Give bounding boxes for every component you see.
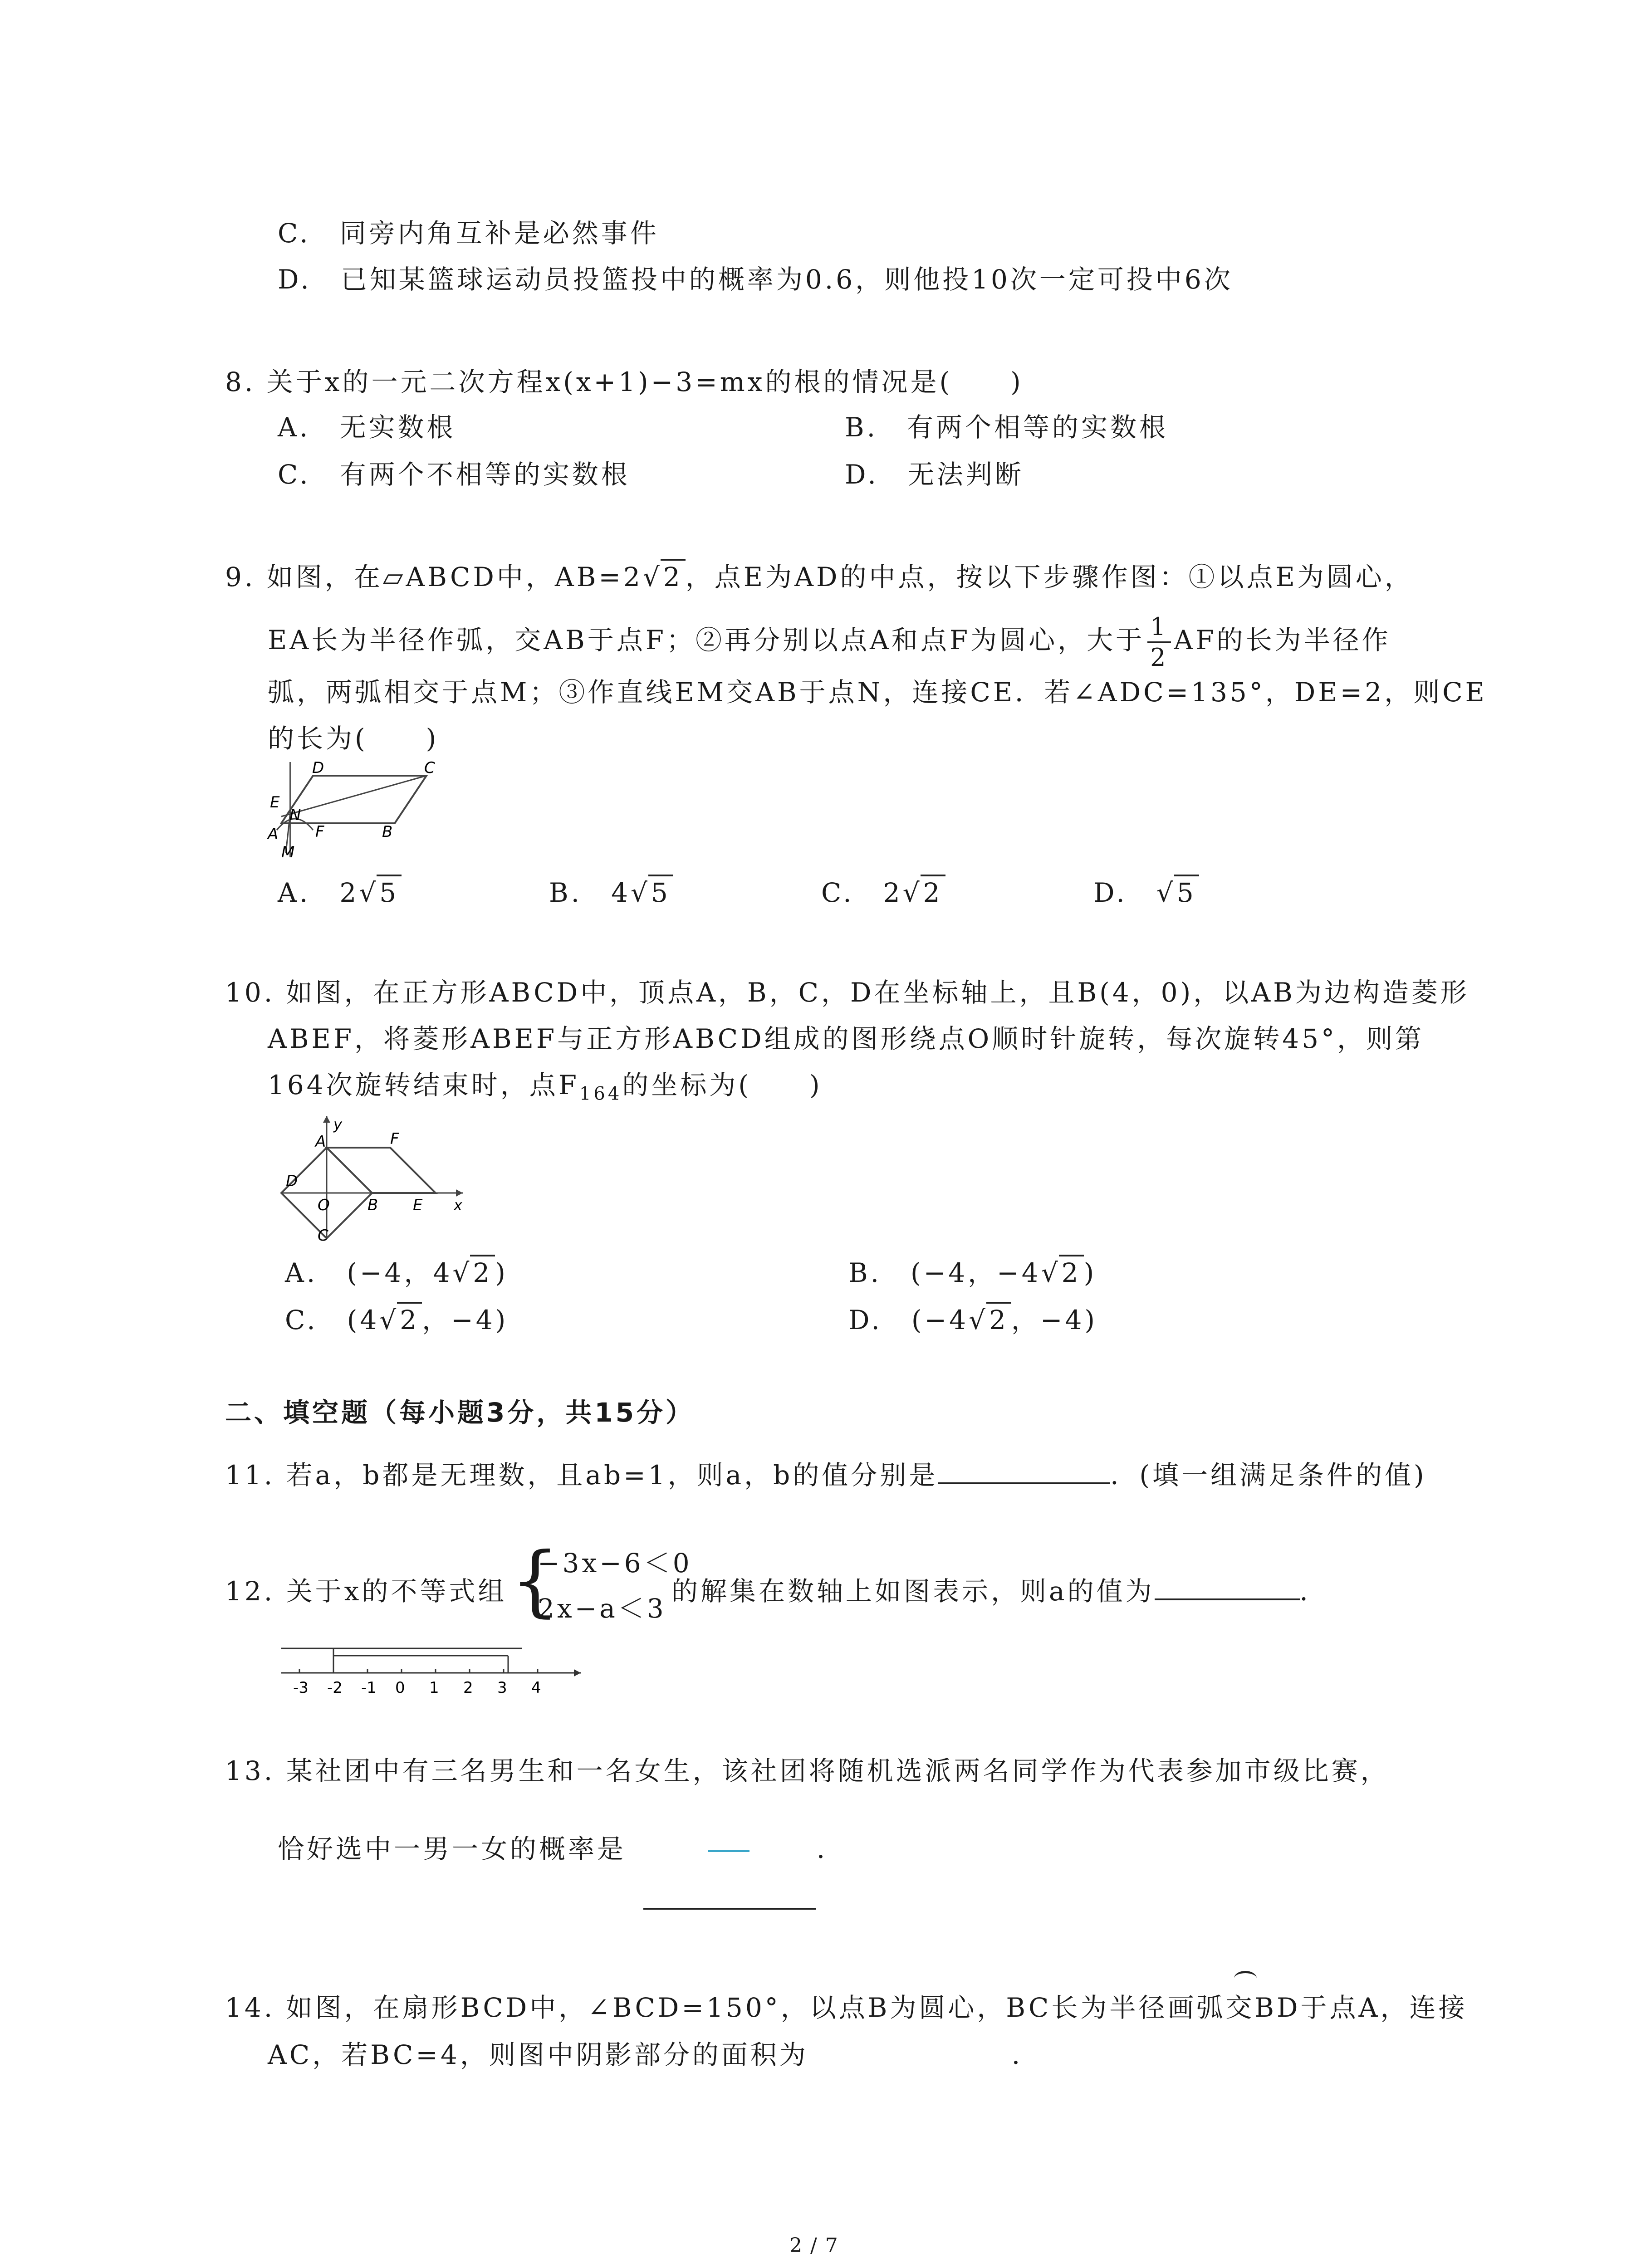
q8-option-a: A. 无实数根: [278, 412, 456, 443]
fig10-label-C: C: [318, 1227, 328, 1245]
q8-stem: 8. 关于x的一元二次方程x(x+1)−3=mx的根的情况是( ): [225, 367, 1024, 397]
number-line-tick-label: 4: [531, 1679, 541, 1697]
q14-line2: AC，若BC=4，则图中阴影部分的面积为: [268, 2039, 808, 2070]
answer-blank: [1155, 1598, 1300, 1600]
q8-option-c: C. 有两个不相等的实数根: [278, 459, 630, 490]
q13-line2: 恰好选中一男一女的概率是: [278, 1833, 627, 1864]
fig10-label-D: D: [286, 1172, 298, 1190]
q10-option-b: B. (−4，−4√2 ): [848, 1255, 1097, 1289]
q12-inequality-2: 2x−a＜3: [538, 1593, 666, 1624]
fig9-label-F: F: [315, 823, 324, 841]
number-line-tick-label: -3: [293, 1679, 309, 1697]
accent-dash: [708, 1850, 749, 1852]
q9-line3: 弧，两弧相交于点M；③作直线EM交AB于点N，连接CE．若∠ADC=135°，DE=2，则CE: [268, 677, 1487, 708]
fig9-label-E: E: [270, 793, 280, 811]
q13-end: ．: [817, 1833, 846, 1864]
section-heading-fill-in: 二、填空题（每小题3分，共15分）: [225, 1397, 695, 1428]
number-line-tick-label: 0: [395, 1679, 405, 1697]
q9-line4: 的长为( ): [268, 723, 439, 754]
fig9-label-M: M: [281, 843, 295, 861]
fig9-label-D: D: [312, 759, 324, 777]
q8-option-d: D. 无法判断: [845, 459, 1024, 490]
number-line-tick-label: 3: [497, 1679, 507, 1697]
q10-line2: ABEF，将菱形ABEF与正方形ABCD组成的图形绕点O顺时针旋转，每次旋转45°，则第: [268, 1023, 1424, 1054]
q9-line2: EA长为半径作弧，交AB于点F；②再分别以点A和点F为圆心，大于 $\frac{1}{2}$ AF的长为半径作: [268, 612, 1391, 672]
answer-blank: [643, 1908, 816, 1910]
brace-symbol: {: [510, 1536, 560, 1626]
number-line-tick-label: 1: [429, 1679, 439, 1697]
q10-line3: 164次旋转结束时，点$F_{164}$的坐标为( ): [268, 1070, 823, 1105]
fig9-label-A: A: [268, 825, 279, 843]
q12-text: 的解集在数轴上如图表示，则a的值为 ．: [671, 1576, 1329, 1607]
q14-end: ．: [1012, 2039, 1041, 2070]
fig10-label-y: y: [333, 1116, 342, 1133]
q10-option-d: D. (−4√2 ，−4): [848, 1302, 1097, 1336]
fig10-label-B: B: [367, 1196, 378, 1214]
fig10-label-A: A: [315, 1133, 326, 1151]
fig9-label-N: N: [289, 806, 301, 824]
q9-parallelogram-figure: [263, 759, 454, 862]
q12-intro: 12. 关于x的不等式组: [225, 1576, 507, 1607]
fig10-label-E: E: [413, 1196, 423, 1214]
q10-square-rhombus-figure: [281, 1116, 472, 1243]
arc-symbol: [1234, 1971, 1257, 1986]
fig10-label-O: O: [318, 1196, 330, 1214]
fig10-label-x: x: [454, 1197, 462, 1214]
q11: 11. 若a，b都是无理数，且ab=1，则a，b的值分别是 ．(填一组满足条件的值): [225, 1460, 1427, 1491]
q12-number-line: [281, 1642, 599, 1706]
q9-option-c: C. 2√2: [821, 875, 945, 909]
q8-option-b: B. 有两个相等的实数根: [845, 412, 1169, 443]
fig10-label-F: F: [390, 1130, 399, 1148]
q9-option-a: A. 2√5: [278, 875, 402, 909]
q10-option-a: A. (−4，4√2 ): [285, 1255, 508, 1289]
number-line-tick-label: -2: [327, 1679, 343, 1697]
q12-inequality-1: −3x−6＜0: [538, 1548, 692, 1579]
q10-option-c: C. (4√2 ，−4): [285, 1302, 508, 1336]
q14-line1: 14. 如图，在扇形BCD中，∠BCD=150°，以点B为圆心，BC长为半径画弧交BD于点A，连接: [225, 1992, 1468, 2023]
fig9-label-B: B: [382, 823, 393, 841]
answer-blank: [938, 1482, 1110, 1484]
fig9-label-C: C: [424, 759, 435, 777]
q13-line1: 13. 某社团中有三名男生和一名女生，该社团将随机选派两名同学作为代表参加市级比赛，: [225, 1755, 1390, 1786]
fraction-half: $\frac{1}{2}$: [1147, 612, 1171, 672]
q10-line1: 10. 如图，在正方形ABCD中，顶点A，B，C，D在坐标轴上，且B(4，0)，以AB为边构造菱形: [225, 977, 1470, 1008]
page-number: 2 / 7: [789, 2234, 839, 2257]
q9-option-d: D. √5: [1093, 875, 1199, 909]
q9-line1: 9. 如图，在▱ABCD中，AB=2√2 ，点E为AD的中点，按以下步骤作图：①以点E为圆心，: [225, 559, 1414, 593]
number-line-tick-label: 2: [463, 1679, 473, 1697]
q9-option-b: B. 4√5: [549, 875, 673, 909]
q7-option-d: D. 已知某篮球运动员投篮投中的概率为0.6，则他投10次一定可投中6次: [278, 264, 1233, 295]
number-line-tick-label: -1: [361, 1679, 377, 1697]
q7-option-c: C. 同旁内角互补是必然事件: [278, 218, 659, 249]
sqrt-symbol: √2: [643, 559, 686, 593]
